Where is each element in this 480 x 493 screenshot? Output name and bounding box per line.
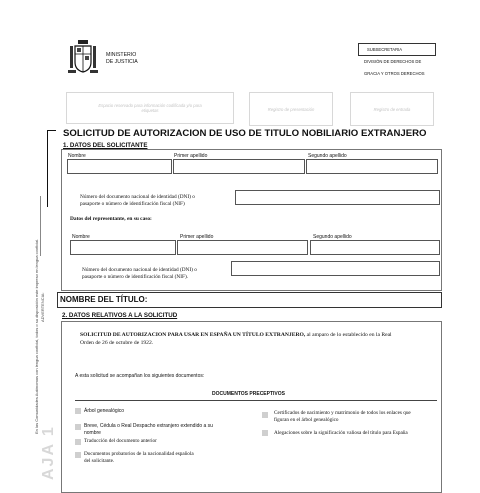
segundo-apellido-label: Segundo apellido xyxy=(308,153,347,159)
presentation-register-box: Registro de presentación xyxy=(249,92,333,126)
primer-apellido-label: Primer apellido xyxy=(174,153,208,159)
doc-checkbox[interactable] xyxy=(75,452,81,458)
rep-dni-label-line2: pasaporte o número de identificación fiscal (NIF). xyxy=(82,274,189,280)
nombre-label: Nombre xyxy=(68,153,86,159)
ministry-line2: DE JUSTICIA xyxy=(106,59,138,65)
division-line2: GRACIA Y OTROS DERECHOS xyxy=(364,71,425,76)
rep-segundo-apellido-label: Segundo apellido xyxy=(313,234,352,240)
rep-nombre-input[interactable] xyxy=(70,240,176,255)
doc-checkbox[interactable] xyxy=(75,424,81,430)
docs-divider xyxy=(75,400,437,401)
title-bracket xyxy=(47,130,56,207)
doc-label: Documentos probatorios de la nacionalidad española del solicitante. xyxy=(84,451,194,464)
rep-primer-apellido-input[interactable] xyxy=(177,240,308,255)
request-paragraph-rest2: Orden de 26 de octubre de 1922. xyxy=(80,340,154,346)
rep-dni-label-line1: Número del documento nacional de identidad (DNI) o xyxy=(82,267,197,273)
doc-label: Árbol genealógico xyxy=(84,408,125,414)
section1-heading: 1. DATOS DEL SOLICITANTE xyxy=(63,142,148,149)
request-paragraph xyxy=(80,331,436,347)
form-title: SOLICITUD DE AUTORIZACION DE USO DE TITULO NOBILIARIO EXTRANJERO xyxy=(63,128,427,139)
section2-heading: 2. DATOS RELATIVOS A LA SOLICITUD xyxy=(62,312,178,319)
coat-of-arms-icon xyxy=(66,38,100,78)
doc-checkbox[interactable] xyxy=(75,408,81,414)
subsecretaria-box xyxy=(358,43,436,56)
rep-nombre-label: Nombre xyxy=(72,234,90,240)
ministry-line1: MINISTERIO xyxy=(106,52,137,58)
reserved-space-box: Espacio reservado para información codificada y/o para etiquetas xyxy=(66,92,234,124)
side-note-line1: En las Comunidades Autónomas con lengua cooficial, todos o su disposición este impreso en lengua cooficial. xyxy=(34,238,39,434)
segundo-apellido-input[interactable] xyxy=(306,159,438,174)
nombre-titulo-label: NOMBRE DEL TÍTULO: xyxy=(60,295,148,304)
rep-dni-input[interactable] xyxy=(231,261,440,276)
dni-label-line2: pasaporte o número de identificación fiscal (NIF) xyxy=(80,201,185,207)
primer-apellido-input[interactable] xyxy=(173,159,305,174)
attached-docs-intro: A esta solicitud se acompañan los siguientes documentos: xyxy=(75,373,205,379)
dni-label-line1: Número del documento nacional de identidad (DNI) o xyxy=(80,194,195,200)
division-line1: DIVISIÓN DE DERECHOS DE xyxy=(364,59,422,64)
representative-heading: Datos del representante, en su caso: xyxy=(70,216,152,222)
rep-segundo-apellido-input[interactable] xyxy=(310,240,440,255)
doc-checkbox[interactable] xyxy=(262,412,268,418)
doc-label: Certificados de nacimiento y matrimonio de todos los enlaces que figuran en el árbol genealógico xyxy=(274,410,411,423)
subsecretaria-label: SUBSECRETARIA xyxy=(367,47,403,52)
nombre-input[interactable] xyxy=(67,159,172,174)
dni-input[interactable] xyxy=(235,190,440,205)
nombre-titulo-field[interactable] xyxy=(57,292,442,308)
doc-checkbox[interactable] xyxy=(75,439,81,445)
required-docs-heading: DOCUMENTOS PRECEPTIVOS xyxy=(212,391,285,397)
doc-label: Alegaciones sobre la significación valiosa del título para España xyxy=(274,430,408,436)
doc-label: Breve, Cédula o Real Despacho extranjero extendido a su nombre xyxy=(84,423,213,436)
request-paragraph-rest1: al amparo de lo establecido en la Real xyxy=(305,332,392,338)
advertencia-note: ADVERTENCIA: xyxy=(40,292,45,322)
side-big-letters: AJA 1 xyxy=(40,425,57,480)
doc-checkbox[interactable] xyxy=(262,430,268,436)
doc-label: Traducción del documento anterior xyxy=(84,438,157,444)
rep-primer-apellido-label: Primer apellido xyxy=(180,234,214,240)
side-divider xyxy=(40,196,41,256)
entry-register-box: Registro de entrada xyxy=(350,92,434,126)
request-paragraph-bold: SOLICITUD DE AUTORIZACION PARA USAR EN ESPAÑA UN TÍTULO EXTRANJERO, xyxy=(80,332,306,338)
